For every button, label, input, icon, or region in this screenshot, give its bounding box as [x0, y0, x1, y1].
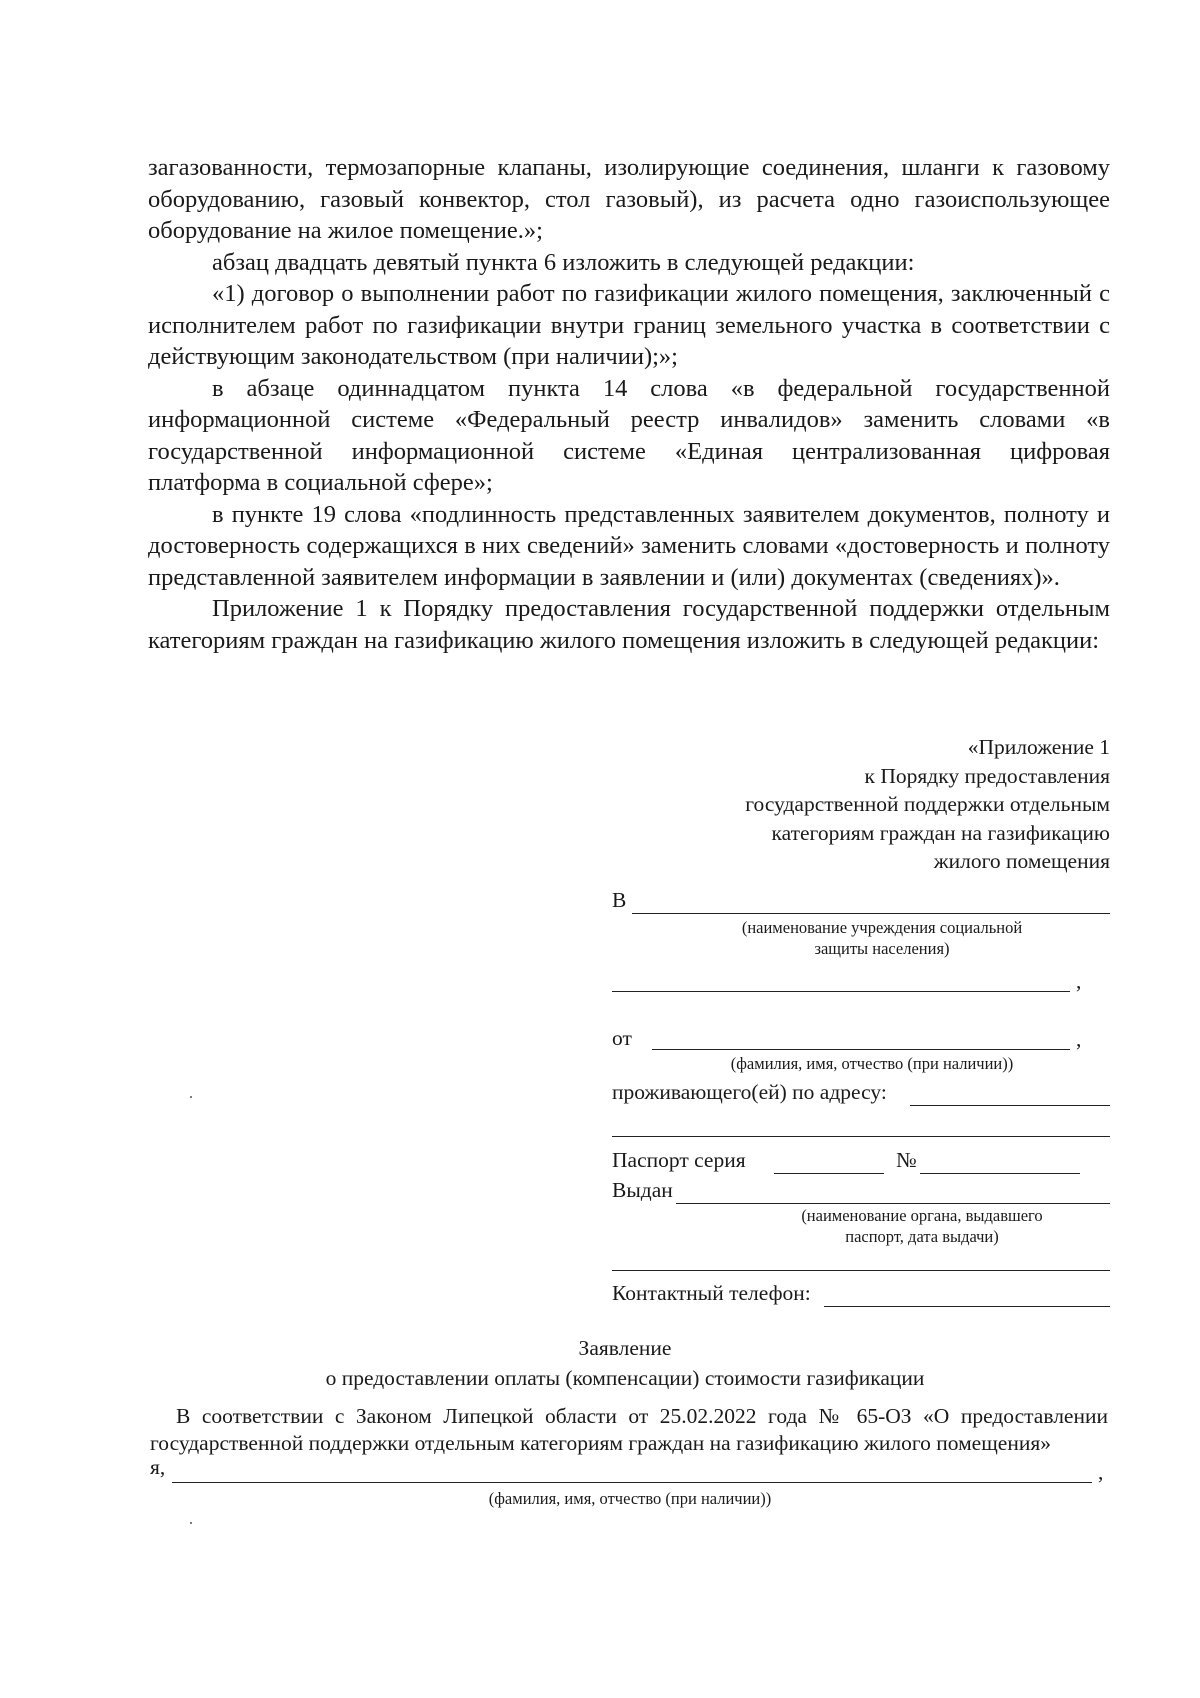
appendix-line-2: к Порядку предоставления: [864, 763, 1110, 788]
statement-fio-field[interactable]: [172, 1482, 1092, 1483]
recipient-hint-line-1: (наименование учреждения социальной: [741, 918, 1023, 937]
phone-label: Контактный телефон:: [612, 1281, 811, 1305]
issued-field-2[interactable]: [612, 1270, 1110, 1271]
from-field[interactable]: [652, 1049, 1070, 1050]
issued-field[interactable]: [676, 1203, 1110, 1204]
statement-subtitle: о предоставлении оплаты (компенсации) стоимости газификации: [325, 1366, 925, 1390]
statement-i-label: я,: [150, 1455, 166, 1479]
passport-number-field[interactable]: [920, 1173, 1080, 1174]
address-label: проживающего(ей) по адресу:: [612, 1080, 887, 1104]
statement-fio-comma: ,: [1098, 1460, 1104, 1484]
from-comma: ,: [1076, 1027, 1082, 1051]
from-hint: (фамилия, имя, отчество (при наличии)): [730, 1054, 1014, 1073]
passport-series-label: Паспорт серия: [612, 1148, 746, 1172]
phone-field[interactable]: [824, 1306, 1110, 1307]
paragraph-6: Приложение 1 к Порядку предоставления государственной поддержки отдельным категориям граждан на газификацию жилого помещения изложить в следующей редакции:: [148, 595, 1110, 654]
statement-fio-hint: (фамилия, имя, отчество (при наличии)): [488, 1489, 772, 1508]
phone-row: [612, 1278, 1110, 1308]
scan-speck: [190, 1096, 192, 1098]
statement-title: Заявление: [578, 1336, 672, 1360]
recipient-field[interactable]: [632, 913, 1110, 914]
recipient-field-2[interactable]: [612, 991, 1070, 992]
address-row: [612, 1077, 1110, 1107]
passport-row: [612, 1145, 1110, 1175]
statement-text: В соответствии с Законом Липецкой области от 25.02.2022 года № 65-ОЗ «О предоставлении государственной поддержки отдельным категориям граждан на газификацию жилого помещения»: [150, 1404, 1108, 1455]
issued-label: Выдан: [612, 1178, 673, 1202]
issued-hint-line-2: паспорт, дата выдачи): [845, 1227, 999, 1246]
paragraph-1: загазованности, термозапорные клапаны, изолирующие соединения, шланги к газовому оборудованию, газовый конвектор, стол газовый), из расчета одно газоиспользующее оборудование на жилое помещение.»;: [148, 154, 1110, 244]
appendix-line-5: жилого помещения: [933, 849, 1110, 873]
recipient-row: [612, 885, 1110, 915]
passport-number-label: №: [896, 1148, 917, 1172]
recipient-hint: [672, 917, 1092, 959]
statement-body: [150, 1403, 1108, 1457]
scan-speck: [190, 1522, 192, 1524]
appendix-line-3: государственной поддержки отдельным: [745, 792, 1110, 816]
issued-row: [612, 1175, 1110, 1205]
paragraph-2: абзац двадцать девятый пункта 6 изложить в следующей редакции:: [212, 248, 915, 276]
appendix-header: [590, 733, 1110, 876]
from-label: от: [612, 1026, 632, 1050]
appendix-line-1: «Приложение 1: [967, 735, 1110, 759]
recipient-label: В: [612, 888, 627, 912]
recipient-comma: ,: [1076, 969, 1082, 993]
issued-hint: [752, 1205, 1092, 1247]
appendix-line-4: категориям граждан на газификацию: [771, 820, 1110, 845]
passport-series-field[interactable]: [774, 1173, 884, 1174]
body-text: [148, 152, 1110, 656]
paragraph-3: «1) договор о выполнении работ по газификации жилого помещения, заключенный с исполнителем работ по газификации внутри границ земельного участка в соответствии с действующим законодательством (при наличии);»;: [148, 280, 1110, 370]
recipient-hint-line-2: защиты населения): [814, 939, 950, 958]
paragraph-5: в пункте 19 слова «подлинность представленных заявителем документов, полноту и достоверность содержащихся в них сведений» заменить словами «достоверность и полноту представленной заявителем информации в заявлении и (или) документах (сведениях)».: [148, 500, 1110, 591]
address-field[interactable]: [910, 1105, 1110, 1106]
paragraph-4: в абзаце одиннадцатом пункта 14 слова «в федеральной государственной информационной системе «Федеральный реестр инвалидов» заменить словами «в государственной информационной системе «Единая централизованная цифровая платформа в социальной сфере»;: [148, 374, 1110, 496]
address-field-2[interactable]: [612, 1136, 1110, 1137]
issued-hint-line-1: (наименование органа, выдавшего: [801, 1206, 1043, 1225]
